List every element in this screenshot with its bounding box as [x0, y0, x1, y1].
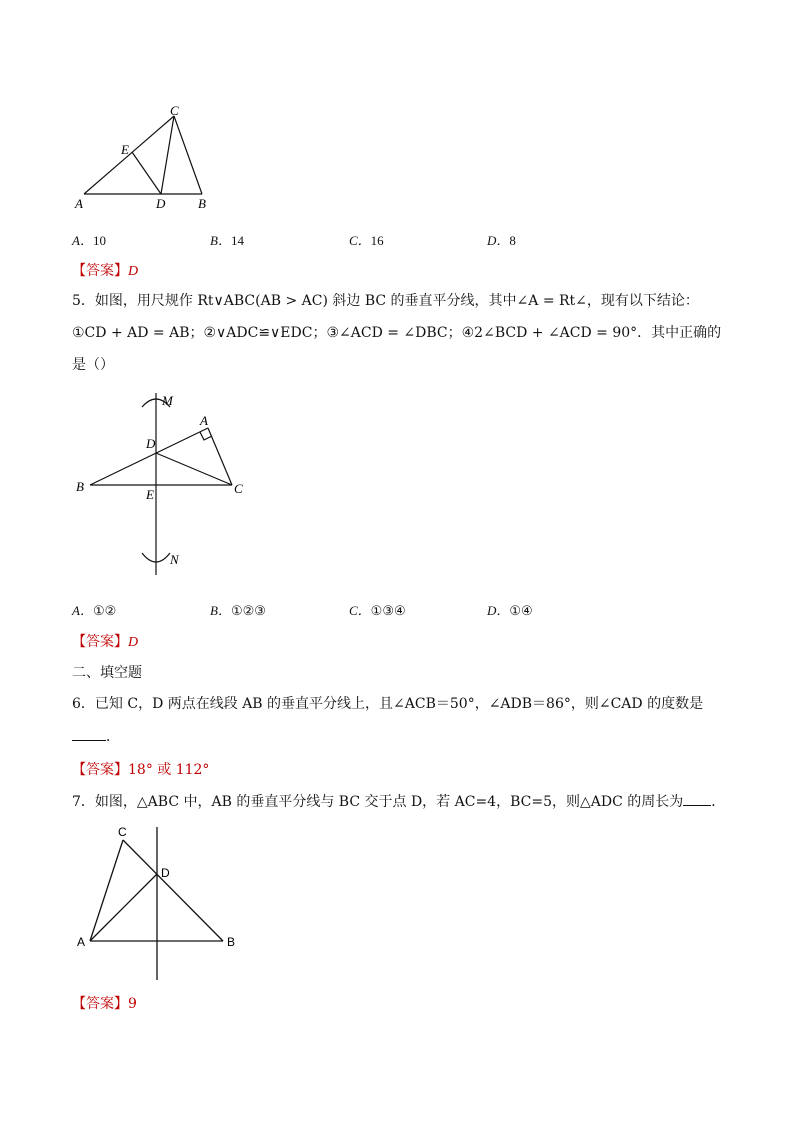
q5-stem-line1: 5．如图，用尺规作 Rt∨ABC(AB > AC) 斜边 BC 的垂直平分线，其中∠A = Rt∠，现有以下结论： [72, 293, 699, 309]
label-a: A [200, 413, 208, 428]
q7-answer-blank[interactable] [683, 791, 711, 806]
label-d: D [161, 866, 170, 880]
q5-stem-line3: 是（） [72, 357, 114, 373]
q4-answer: 【答案】D [72, 263, 139, 279]
label-e: E [146, 487, 154, 502]
label-e: E [121, 142, 129, 157]
label-c: C [170, 103, 179, 118]
q5-figure [70, 385, 260, 585]
q5-option-c: C．①③④ [349, 603, 406, 618]
label-b: B [198, 196, 206, 211]
segment-cd [161, 116, 174, 194]
q6-stem-line1: 6．已知 C，D 两点在线段 AB 的垂直平分线上，且∠ACB＝50°，∠ADB＝86°，则∠CAD 的度数是 [72, 696, 704, 712]
segment-ca [90, 840, 123, 941]
segment-ad [90, 874, 157, 941]
segment-cb [123, 840, 223, 941]
q5-answer: 【答案】D [72, 634, 139, 650]
q5-option-d: D．①④ [487, 603, 533, 618]
segment-ac [84, 116, 174, 194]
q5-stem-line2: ①CD + AD = AB；②∨ADC≌∨EDC；③∠ACD = ∠DBC；④2∠BCD + ∠ACD = 90°．其中正确的 [72, 325, 722, 341]
label-n: N [170, 552, 179, 567]
q5-option-b: B．①②③ [210, 603, 266, 618]
label-c: C [234, 481, 243, 496]
q7-answer: 【答案】9 [72, 996, 137, 1012]
q6-stem-line2: ． [72, 726, 120, 747]
segment-ed [132, 152, 161, 194]
q4-option-a: A．10 [72, 233, 106, 248]
q5-option-a: A．①② [72, 603, 117, 618]
label-d: D [146, 436, 156, 451]
label-m: M [162, 393, 173, 408]
label-a: A [77, 935, 86, 949]
q4-option-c: C．16 [349, 233, 384, 248]
q6-answer: 【答案】18° 或 112° [72, 762, 210, 778]
label-c: C [118, 825, 127, 839]
label-a: A [75, 196, 83, 211]
q4-figure [70, 100, 220, 215]
q7-stem-line1: 7．如图，△ABC 中，AB 的垂直平分线与 BC 交于点 D，若 AC=4，BC=5，则△ADC 的周长为 ． [72, 791, 725, 812]
label-b: B [227, 935, 236, 949]
label-b: B [76, 479, 84, 494]
q4-option-d: D．8 [487, 233, 516, 248]
q4-option-b: B．14 [210, 233, 244, 248]
q7-figure [70, 822, 250, 987]
q6-answer-blank[interactable] [72, 726, 106, 741]
segment-cb [174, 116, 202, 194]
section-title: 二、填空题 [72, 665, 142, 681]
label-d: D [156, 196, 166, 211]
